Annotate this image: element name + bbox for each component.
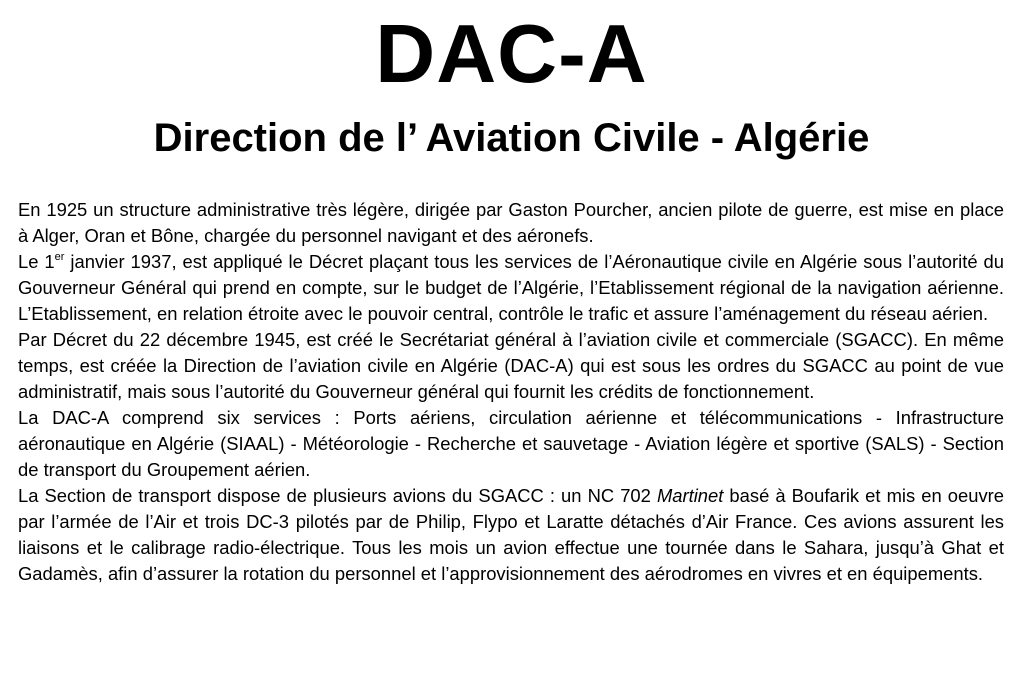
paragraph-1945: Par Décret du 22 décembre 1945, est créé le Secrétariat général à l’aviation civile et commerciale (SGACC). En même temps, est créée la Direction de l’aviation civile en Algérie (DAC-A) qui est sous les ordres du SGACC au point de vue administratif, mais sous l’autorité du Gouverneur général qui fournit les crédits de fonctionnement. <box>18 329 1004 402</box>
paragraph-1925: En 1925 un structure administrative très légère, dirigée par Gaston Pourcher, ancien pilote de guerre, est mise en place à Alger, Oran et Bône, chargée du personnel navigant et des aéronefs. <box>18 199 1004 246</box>
page-subtitle: Direction de l’ Aviation Civile - Algérie <box>153 116 870 160</box>
paragraph-transport-rest: basé à Boufarik et mis en oeuvre par l’armée de l’Air et trois DC-3 pilotés par de Philip, Flypo et Laratte détachés d’Air France. Ces avions assurent les liaisons et le calibrage radio-électrique. Tous les mois un avion effectue une tournée dans le Sahara, jusqu’à Ghat et Gadamès, afin d’assurer la rotation du personnel et l’approvisionnement des aérodromes en vivres et en équipements. <box>18 485 1004 584</box>
paragraph-transport-prefix: La Section de transport dispose de plusieurs avions du SGACC : un NC 702 <box>18 485 657 506</box>
body-text <box>18 197 1004 587</box>
aircraft-name: Martinet <box>656 485 724 506</box>
ordinal-superscript: er <box>54 250 65 263</box>
page-title: DAC-A <box>375 7 648 100</box>
paragraph-transport <box>18 483 1004 587</box>
paragraph-1937 <box>18 249 1004 327</box>
paragraph-1937-prefix: Le 1 <box>18 251 55 272</box>
paragraph-1937-rest: janvier 1937, est appliqué le Décret plaçant tous les services de l’Aéronautique civile en Algérie sous l’autorité du Gouverneur Général qui prend en compte, sur le budget de l’Algérie, l’Etablissement régional de la navigation aérienne. L’Etablissement, en relation étroite avec le pouvoir central, contrôle le trafic et assure l’aménagement du réseau aérien. <box>18 251 1005 324</box>
paragraph-services: La DAC-A comprend six services : Ports aériens, circulation aérienne et télécommunications - Infrastructure aéronautique en Algérie (SIAAL) - Météorologie - Recherche et sauvetage - Aviation légère et sportive (SALS) - Section de transport du Groupement aérien. <box>18 407 1004 480</box>
